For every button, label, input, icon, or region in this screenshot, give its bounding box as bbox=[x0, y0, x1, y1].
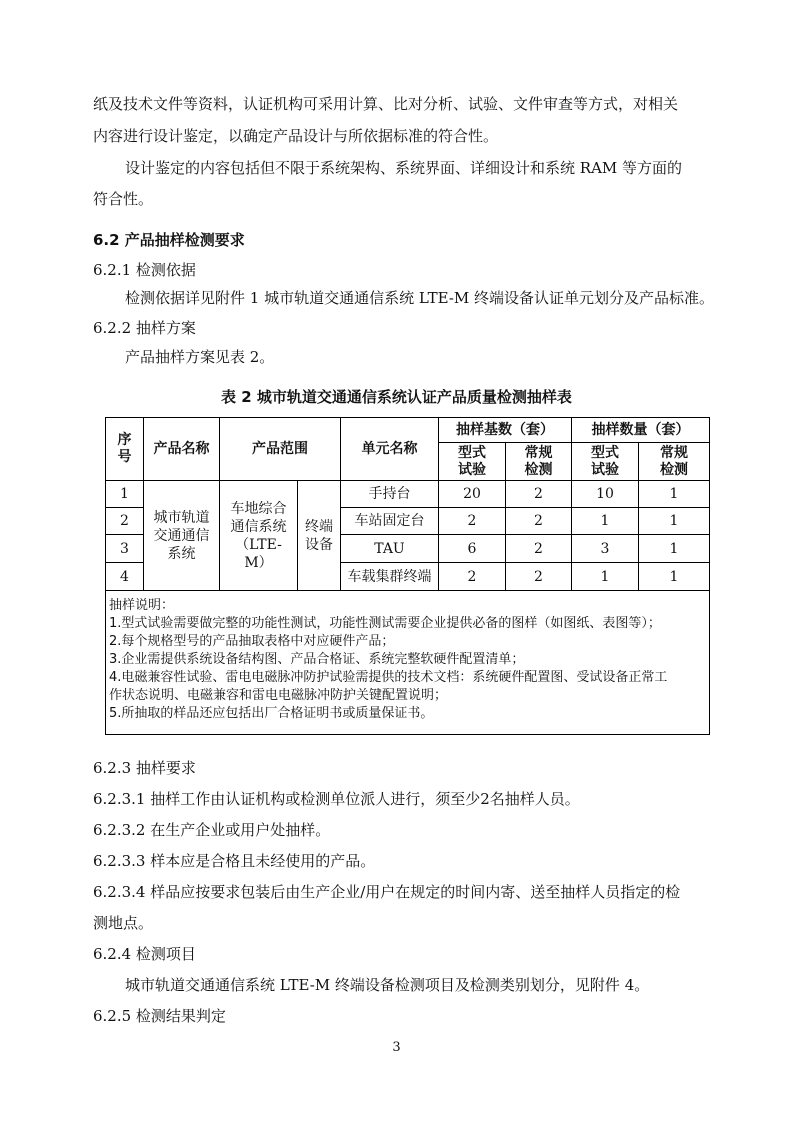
cell-unit: 车载集群终端 bbox=[341, 563, 439, 591]
sampling-notes bbox=[106, 591, 710, 735]
cell-base-routine: 2 bbox=[506, 508, 572, 535]
cell-product-name: 城市轨道交通通信系统 bbox=[144, 481, 220, 591]
cell-unit: TAU bbox=[341, 535, 439, 563]
body-text-line: 6.2.3.2 在生产企业或用户处抽样。 bbox=[93, 821, 331, 839]
cell-seq: 1 bbox=[106, 481, 144, 508]
note-item: 4.电磁兼容性试验、雷电电磁脉冲防护试验需提供的技术文档：系统硬件配置图、受试设备正常工 bbox=[109, 670, 668, 685]
note-item: 2.每个规格型号的产品抽取表格中对应硬件产品； bbox=[109, 634, 395, 649]
body-text-line: 产品抽样方案见表 2。 bbox=[125, 348, 275, 366]
body-text-line: 6.2.3.1 抽样工作由认证机构或检测单位派人进行，须至少2名抽样人员。 bbox=[93, 790, 580, 808]
cell-seq: 3 bbox=[106, 535, 144, 563]
cell-base-type: 2 bbox=[439, 563, 506, 591]
cell-product-scope: 车地综合通信系统（LTE-M） bbox=[220, 481, 298, 591]
header-type-test: 型式试验 bbox=[572, 443, 639, 481]
header-routine-test: 常规检测 bbox=[639, 443, 710, 481]
header-routine-test: 常规检测 bbox=[506, 443, 572, 481]
note-item: 5.所抽取的样品还应包括出厂合格证明书或质量保证书。 bbox=[109, 706, 434, 721]
header-product-scope: 产品范围 bbox=[220, 418, 341, 481]
cell-unit: 车站固定台 bbox=[341, 508, 439, 535]
body-text-line: 测地点。 bbox=[93, 914, 154, 932]
cell-qty-routine: 1 bbox=[639, 508, 710, 535]
cell-unit: 手持台 bbox=[341, 481, 439, 508]
body-text-line: 6.2.3.4 样品应按要求包装后由生产企业/用户在规定的时间内寄、送至抽样人员指定的检 bbox=[93, 883, 681, 901]
notes-title: 抽样说明： bbox=[109, 598, 175, 613]
cell-qty-type: 1 bbox=[572, 508, 639, 535]
header-unit-name: 单元名称 bbox=[341, 418, 439, 481]
header-sample-base: 抽样基数（套） bbox=[439, 418, 572, 443]
header-product-name: 产品名称 bbox=[144, 418, 220, 481]
body-text-line: 检测依据详见附件 1 城市轨道交通通信系统 LTE-M 终端设备认证单元划分及产品标准。 bbox=[125, 289, 715, 307]
cell-base-routine: 2 bbox=[506, 481, 572, 508]
header-type-test: 型式试验 bbox=[439, 443, 506, 481]
note-item: 3.企业需提供系统设备结构图、产品合格证、系统完整软硬件配置清单； bbox=[109, 652, 525, 667]
body-text-line: 符合性。 bbox=[93, 190, 154, 208]
subsection-heading-6-2-1: 6.2.1 检测依据 bbox=[93, 261, 196, 279]
cell-base-type: 20 bbox=[439, 481, 506, 508]
cell-equipment: 终端设备 bbox=[298, 481, 341, 591]
subsection-heading-6-2-3: 6.2.3 抽样要求 bbox=[93, 759, 196, 777]
cell-qty-type: 10 bbox=[572, 481, 639, 508]
body-text-line: 纸及技术文件等资料，认证机构可采用计算、比对分析、试验、文件审查等方式，对相关 bbox=[93, 95, 679, 113]
table-caption: 表 2 城市轨道交通通信系统认证产品质量检测抽样表 bbox=[221, 388, 572, 406]
sampling-table bbox=[105, 417, 710, 735]
table-row bbox=[106, 481, 710, 508]
subsection-heading-6-2-2: 6.2.2 抽样方案 bbox=[93, 319, 196, 337]
cell-qty-routine: 1 bbox=[639, 535, 710, 563]
cell-qty-routine: 1 bbox=[639, 481, 710, 508]
cell-base-type: 6 bbox=[439, 535, 506, 563]
table-notes-row bbox=[106, 591, 710, 735]
cell-qty-type: 1 bbox=[572, 563, 639, 591]
note-item: 作状态说明、电磁兼容和雷电电磁脉冲防护关键配置说明； bbox=[109, 688, 448, 703]
cell-base-routine: 2 bbox=[506, 563, 572, 591]
page-number: 3 bbox=[392, 1040, 401, 1055]
cell-seq: 2 bbox=[106, 508, 144, 535]
body-text-line: 城市轨道交通通信系统 LTE-M 终端设备检测项目及检测类别划分，见附件 4。 bbox=[125, 976, 650, 994]
header-sample-qty: 抽样数量（套） bbox=[572, 418, 710, 443]
subsection-heading-6-2-5: 6.2.5 检测结果判定 bbox=[93, 1007, 226, 1025]
cell-seq: 4 bbox=[106, 563, 144, 591]
body-text-line: 设计鉴定的内容包括但不限于系统架构、系统界面、详细设计和系统 RAM 等方面的 bbox=[125, 159, 683, 177]
cell-base-type: 2 bbox=[439, 508, 506, 535]
body-text-line: 6.2.3.3 样本应是合格且未经使用的产品。 bbox=[93, 852, 376, 870]
cell-base-routine: 2 bbox=[506, 535, 572, 563]
note-item: 1.型式试验需要做完整的功能性测试，功能性测试需要企业提供必备的图样（如图纸、表图等）； bbox=[109, 616, 661, 631]
header-seq: 序号 bbox=[106, 418, 144, 481]
subsection-heading-6-2-4: 6.2.4 检测项目 bbox=[93, 945, 196, 963]
cell-qty-routine: 1 bbox=[639, 563, 710, 591]
cell-qty-type: 3 bbox=[572, 535, 639, 563]
section-heading-6-2: 6.2 产品抽样检测要求 bbox=[93, 231, 245, 249]
body-text-line: 内容进行设计鉴定，以确定产品设计与所依据标准的符合性。 bbox=[93, 127, 499, 145]
